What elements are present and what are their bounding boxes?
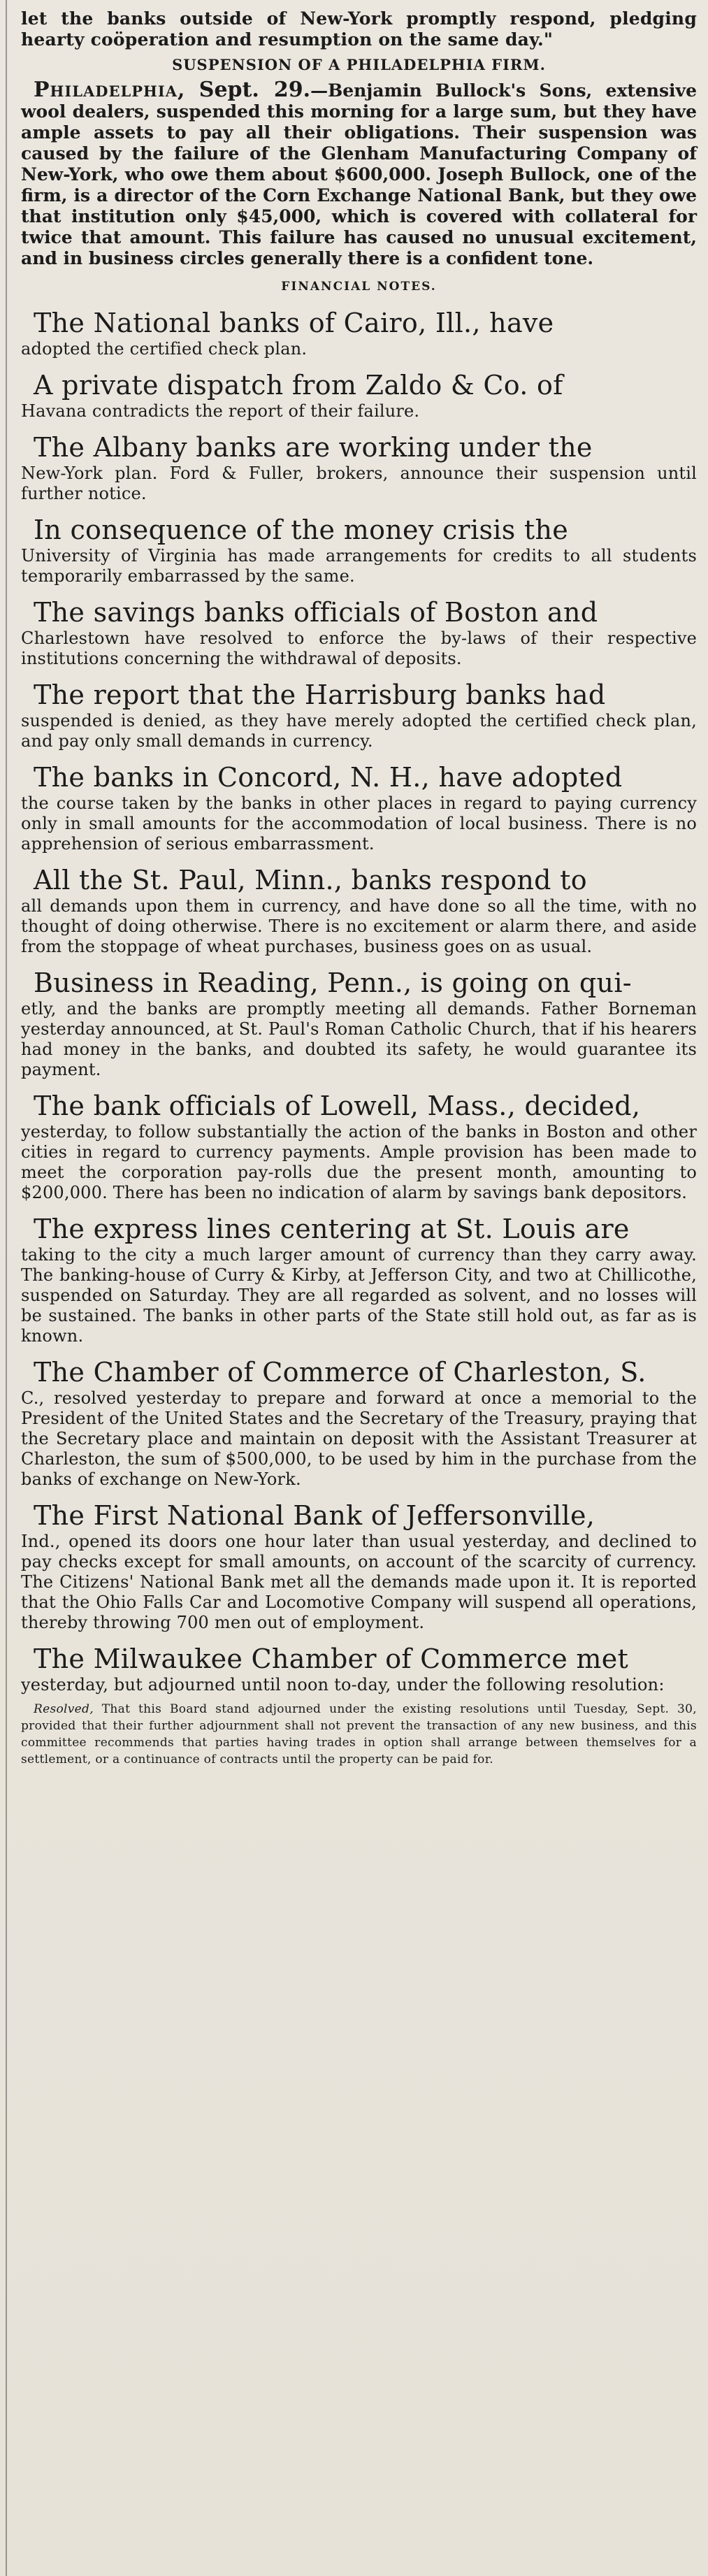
- financial-note: [21, 369, 697, 422]
- note-lead-line: The Chamber of Commerce of Charleston, S.: [34, 1357, 646, 1388]
- note-lead-line: The savings banks officials of Boston and: [34, 597, 598, 628]
- note-lead-line: In consequence of the money crisis the: [34, 515, 569, 545]
- intro-paragraph: let the banks outside of New-York promptly respond, pledging hearty coöperation and resumption on the same day.": [21, 8, 697, 50]
- note-body: etly, and the banks are promptly meeting all demands. Father Borneman yesterday announced, at St. Paul's Roman Catholic Church, that if his hearers had money in the banks, and doubted its safety, he would guarantee its payment.: [21, 999, 697, 1079]
- financial-note: [21, 431, 697, 504]
- note-lead-line: The First National Bank of Jeffersonville,: [34, 1500, 595, 1531]
- column-rule: [6, 0, 7, 2576]
- note-body: C., resolved yesterday to prepare and forward at once a memorial to the President of the United States and the Secretary of the Treasury, praying that the Secretary place and maintain on deposit with the Assistant Treasurer at Charleston, the sum of $500,000, to be used by him in the purchase from the banks of exchange on New-York.: [21, 1388, 697, 1489]
- note-lead-line: The Milwaukee Chamber of Commerce met: [34, 1643, 629, 1674]
- financial-note: [21, 679, 697, 751]
- note-body: all demands upon them in currency, and have done so all the time, with no thought of doing otherwise. There is no excitement or alarm there, and aside from the stoppage of wheat purchases, business goes on as usual.: [21, 896, 697, 956]
- note-body: adopted the certified check plan.: [21, 339, 308, 359]
- note-body: Charlestown have resolved to enforce the by-laws of their respective institutions concerning the withdrawal of deposits.: [21, 628, 697, 668]
- note-lead-line: A private dispatch from Zaldo & Co. of: [34, 370, 563, 401]
- dateline-place: Philadelphia,: [34, 78, 186, 102]
- financial-notes-heading: FINANCIAL NOTES.: [281, 280, 437, 294]
- philadelphia-heading: SUSPENSION OF A PHILADELPHIA FIRM.: [172, 56, 546, 73]
- philadelphia-body: —Benjamin Bullock's Sons, extensive wool dealers, suspended this morning for a large sum, but they have ample assets to pay all their obligations. Their suspension was caused by the failure of the Glenham Manufacturing Company of New-York, who owe them about $600,000. Joseph Bullock, one of the firm, is a director of the Corn Exchange National Bank, but they owe that institution only $45,000, which is covered with collateral for twice that amount. This failure has caused no unusual excitement, and in business circles generally there is a confident tone.: [21, 80, 697, 268]
- financial-notes-list: [21, 307, 697, 1695]
- financial-note: [21, 761, 697, 854]
- financial-note: [21, 864, 697, 957]
- resolution-text: [21, 1701, 697, 1768]
- note-lead-line: The report that the Harrisburg banks had: [34, 679, 606, 710]
- financial-note: [21, 967, 697, 1080]
- financial-note: [21, 307, 697, 359]
- financial-note: [21, 1213, 697, 1346]
- note-body: the course taken by the banks in other places in regard to paying currency only in small amounts for the accommodation of local business. There is no apprehension of serious embarrassment.: [21, 793, 697, 854]
- note-body: Ind., opened its doors one hour later than usual yesterday, and declined to pay checks except for small amounts, on account of the scarcity of currency. The Citizens' National Bank met all the demands made upon it. It is reported that the Ohio Falls Car and Locomotive Company will suspend all operations, thereby throwing 700 men out of employment.: [21, 1532, 697, 1632]
- note-body: suspended is denied, as they have merely adopted the certified check plan, and pay only small demands in currency.: [21, 711, 697, 751]
- note-lead-line: All the St. Paul, Minn., banks respond to: [34, 865, 587, 895]
- note-body: yesterday, but adjourned until noon to-day, under the following resolution:: [21, 1675, 665, 1694]
- note-body: taking to the city a much larger amount of currency than they carry away. The banking-house of Curry & Kirby, at Jefferson City, and two at Chillicothe, suspended on Saturday. They are all regarded as solvent, and no losses will be sustained. The banks in other parts of the State still hold out, as far as is known.: [21, 1245, 697, 1346]
- financial-note: [21, 596, 697, 669]
- note-lead-line: The Albany banks are working under the: [34, 432, 593, 463]
- note-lead-line: The banks in Concord, N. H., have adopted: [34, 762, 623, 793]
- resolution-body: That this Board stand adjourned under the existing resolutions until Tuesday, Sept. 30, provided that their further adjournment shall not prevent the transaction of any new business, and this committee recommends that parties having trades in option shall arrange between themselves for a settlement, or a continuance of contracts until the property can be paid for.: [21, 1702, 697, 1766]
- dateline-date: Sept. 29.: [198, 78, 311, 102]
- philadelphia-article: [21, 80, 697, 269]
- resolution-lead: Resolved,: [34, 1702, 94, 1716]
- financial-note: [21, 1643, 697, 1695]
- note-body: University of Virginia has made arrangements for credits to all students temporarily embarrassed by the same.: [21, 546, 697, 586]
- financial-note: [21, 1356, 697, 1490]
- note-lead-line: The National banks of Cairo, Ill., have: [34, 308, 554, 338]
- note-lead-line: The bank officials of Lowell, Mass., decided,: [34, 1091, 641, 1121]
- note-body: yesterday, to follow substantially the action of the banks in Boston and other cities in regard to currency payments. Ample provision has been made to meet the corporation pay-rolls due the present month, amounting to $200,000. There has been no indication of alarm by savings bank depositors.: [21, 1122, 697, 1202]
- note-lead-line: The express lines centering at St. Louis are: [34, 1214, 630, 1244]
- financial-note: [21, 514, 697, 587]
- note-lead-line: Business in Reading, Penn., is going on qui-: [34, 967, 632, 998]
- note-body: Havana contradicts the report of their failure.: [21, 401, 420, 421]
- financial-note: [21, 1090, 697, 1203]
- note-body: New-York plan. Ford & Fuller, brokers, announce their suspension until further notice.: [21, 463, 697, 503]
- financial-note: [21, 1499, 697, 1633]
